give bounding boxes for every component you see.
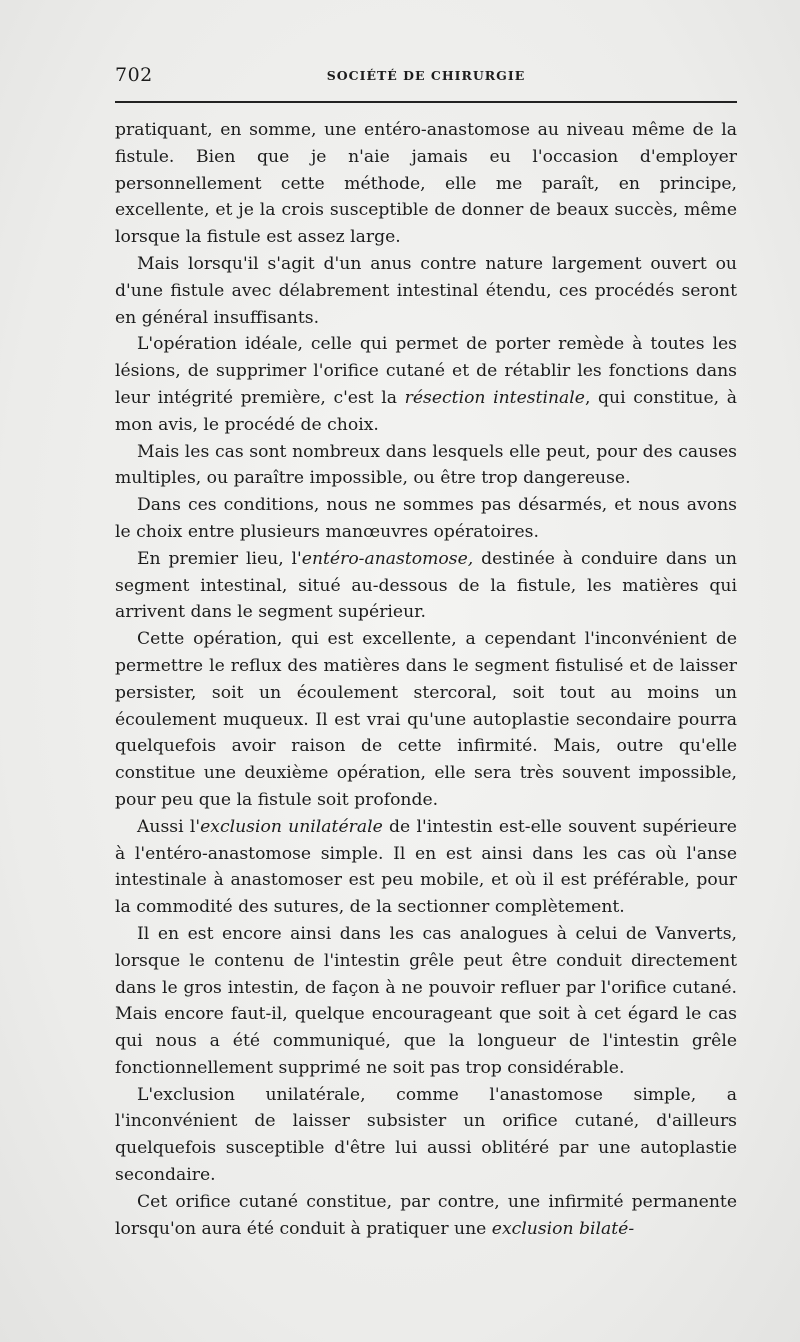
page-number: 702: [115, 64, 153, 86]
italic-term: exclusion unilatérale: [200, 816, 383, 837]
paragraph-1: [115, 117, 737, 251]
paragraph-10: [115, 1082, 737, 1189]
paragraph-11: [115, 1189, 737, 1243]
body-text: [115, 117, 737, 1242]
running-title: SOCIÉTÉ DE CHIRURGIE: [326, 68, 526, 83]
text-segment: L'exclusion unilatérale, comme l'anastomose simple, a l'inconvénient de laisser subsister un orifice cutané, d'ailleurs quelquefois susceptible d'être lui aussi oblitéré par une autoplastie secondaire.: [115, 1084, 737, 1186]
page-header: [115, 64, 737, 88]
paragraph-6: [115, 546, 737, 626]
text-segment: Mais les cas sont nombreux dans lesquels elle peut, pour des causes multiples, ou paraître impossible, ou être trop dangereuse.: [115, 441, 737, 489]
text-segment: Cette opération, qui est excellente, a cependant l'inconvénient de permettre le reflux des matières dans le segment fistulisé et de laisser persister, soit un écoulement stercoral, soit tout au moins un écoulement muqueux. Il est vrai qu'une autoplastie secondaire pourra quelquefois avoir raison de cette infirmité. Mais, outre qu'elle constitue une deuxième opération, elle sera très souvent impossible, pour peu que la fistule soit profonde.: [115, 629, 737, 810]
text-segment: Aussi l': [137, 816, 201, 837]
italic-term: exclusion bilaté-: [491, 1218, 635, 1239]
text-segment: L'opération idéale, celle qui permet de porter remède à toutes les lésions, de supprimer l'orifice cutané et de rétablir les fonctions dans leur intégrité première, c'est la: [115, 334, 737, 408]
paragraph-3: [115, 331, 737, 438]
text-segment: destinée à conduire dans un segment intestinal, situé au-dessous de la fistule, les matières qui arrivent dans le segment supérieur.: [115, 548, 738, 623]
header-rule: [115, 101, 737, 103]
text-segment: de l'intestin est-elle souvent supérieure à l'entéro-anastomose simple. Il en est ainsi dans les cas où l'anse intestinale à anastomoser est peu mobile, et où il est préférable, pour la commodité des sutures, de la sectionner complètement.: [115, 816, 737, 918]
paragraph-4: [115, 439, 737, 493]
text-segment: Il en est encore ainsi dans les cas analogues à celui de Vanverts, lorsque le contenu de l'intestin grêle peut être conduit directement dans le gros intestin, de façon à ne pouvoir refluer par l'orifice cutané. Mais encore faut-il, quelque encourageant que soit à cet égard le cas qui nous a été communiqué, que la longueur de l'intestin grêle fonctionnellement supprimé ne soit pas trop considérable.: [115, 923, 737, 1078]
text-segment: Dans ces conditions, nous ne sommes pas désarmés, et nous avons le choix entre plusieurs manœuvres opératoires.: [115, 495, 737, 542]
text-segment: Mais lorsqu'il s'agit d'un anus contre nature largement ouvert ou d'une fistule avec délabrement intestinal étendu, ces procédés seront en général insuffisants.: [115, 253, 737, 328]
italic-term: résection intestinale: [404, 387, 585, 408]
paragraph-8: [115, 814, 737, 921]
italic-term: entéro-anastomose,: [301, 548, 474, 569]
paragraph-7: [115, 626, 737, 814]
paragraph-9: [115, 921, 737, 1082]
paragraph-5: [115, 492, 737, 546]
paragraph-2: [115, 251, 737, 331]
text-segment: Cet orifice cutané constitue, par contre, une infirmité permanente lorsqu'on aura été conduit à pratiquer une: [115, 1191, 737, 1239]
text-segment: En premier lieu, l': [137, 548, 302, 569]
text-segment: , qui constitue, à mon avis, le procédé de choix.: [115, 387, 737, 435]
text-segment: pratiquant, en somme, une entéro-anastomose au niveau même de la fistule. Bien que je n'aie jamais eu l'occasion d'employer personnellement cette méthode, elle me paraît, en principe, excellente, et je la crois susceptible de donner de beaux succès, même lorsque la fistule est assez large.: [115, 120, 737, 248]
